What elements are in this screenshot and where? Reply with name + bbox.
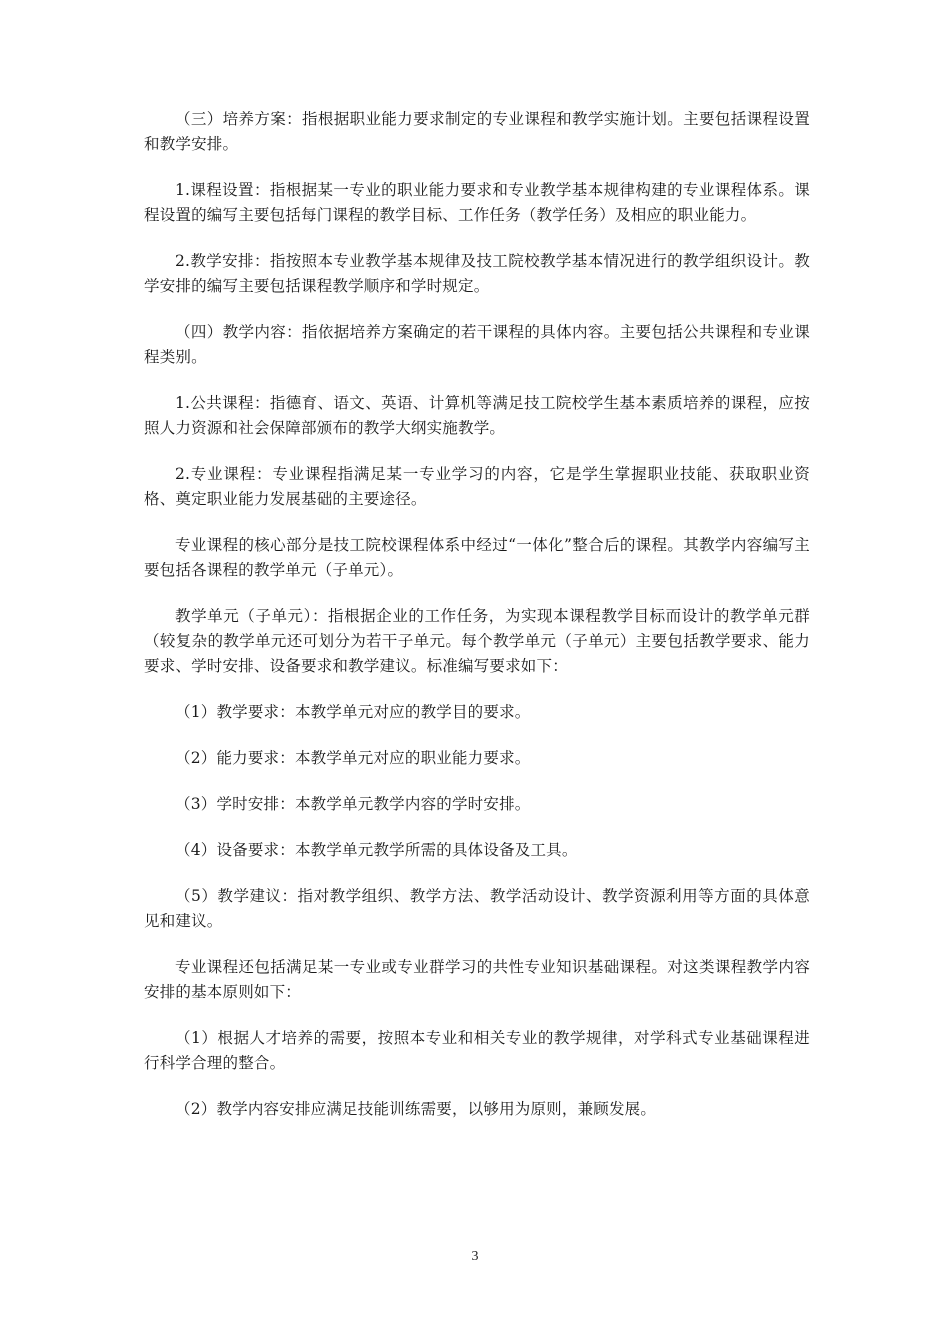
list-item-teaching-suggestion: （5）教学建议：指对教学组织、教学方法、教学活动设计、教学资源利用等方面的具体意见和建议。 — [144, 887, 810, 930]
paragraph-core-courses: 专业课程的核心部分是技工院校课程体系中经过“一体化”整合后的课程。其教学内容编写主要包括各课程的教学单元（子单元）。 — [144, 536, 810, 579]
paragraph-foundation-courses: 专业课程还包括满足某一专业或专业群学习的共性专业知识基础课程。对这类课程教学内容安排的基本原则如下： — [144, 958, 810, 1001]
list-item-ability-requirement: （2）能力要求：本教学单元对应的职业能力要求。 — [175, 749, 531, 767]
list-item-equipment-requirement: （4）设备要求：本教学单元教学所需的具体设备及工具。 — [175, 841, 578, 859]
list-item-hours-arrangement: （3）学时安排：本教学单元教学内容的学时安排。 — [175, 795, 531, 813]
list-item-teaching-requirement: （1）教学要求：本教学单元对应的教学目的要求。 — [175, 703, 531, 721]
paragraph-teaching-arrangement: 2.教学安排：指按照本专业教学基本规律及技工院校教学基本情况进行的教学组织设计。教学安排的编写主要包括课程教学顺序和学时规定。 — [144, 252, 810, 295]
paragraph-professional-courses: 2.专业课程：专业课程指满足某一专业学习的内容，它是学生掌握职业技能、获取职业资格、奠定职业能力发展基础的主要途径。 — [144, 465, 810, 508]
paragraph-course-setting: 1.课程设置：指根据某一专业的职业能力要求和专业教学基本规律构建的专业课程体系。课程设置的编写主要包括每门课程的教学目标、工作任务（教学任务）及相应的职业能力。 — [144, 181, 810, 224]
paragraph-teaching-unit: 教学单元（子单元）：指根据企业的工作任务，为实现本课程教学目标而设计的教学单元群（较复杂的教学单元还可划分为若干子单元。每个教学单元（子单元）主要包括教学要求、能力要求、学时安排、设备要求和教学建议。标准编写要求如下： — [144, 607, 810, 675]
list-item-integration-principle: （1）根据人才培养的需要，按照本专业和相关专业的教学规律，对学科式专业基础课程进行科学合理的整合。 — [144, 1029, 810, 1072]
paragraph-training-plan: （三）培养方案：指根据职业能力要求制定的专业课程和教学实施计划。主要包括课程设置和教学安排。 — [144, 110, 810, 153]
paragraph-public-courses: 1.公共课程：指德育、语文、英语、计算机等满足技工院校学生基本素质培养的课程，应按照人力资源和社会保障部颁布的教学大纲实施教学。 — [144, 394, 810, 437]
page-number: 3 — [471, 1249, 479, 1264]
paragraph-teaching-content: （四）教学内容：指依据培养方案确定的若干课程的具体内容。主要包括公共课程和专业课程类别。 — [144, 323, 810, 366]
document-body — [144, 107, 810, 1143]
list-item-sufficiency-principle: （2）教学内容安排应满足技能训练需要，以够用为原则，兼顾发展。 — [175, 1100, 657, 1118]
